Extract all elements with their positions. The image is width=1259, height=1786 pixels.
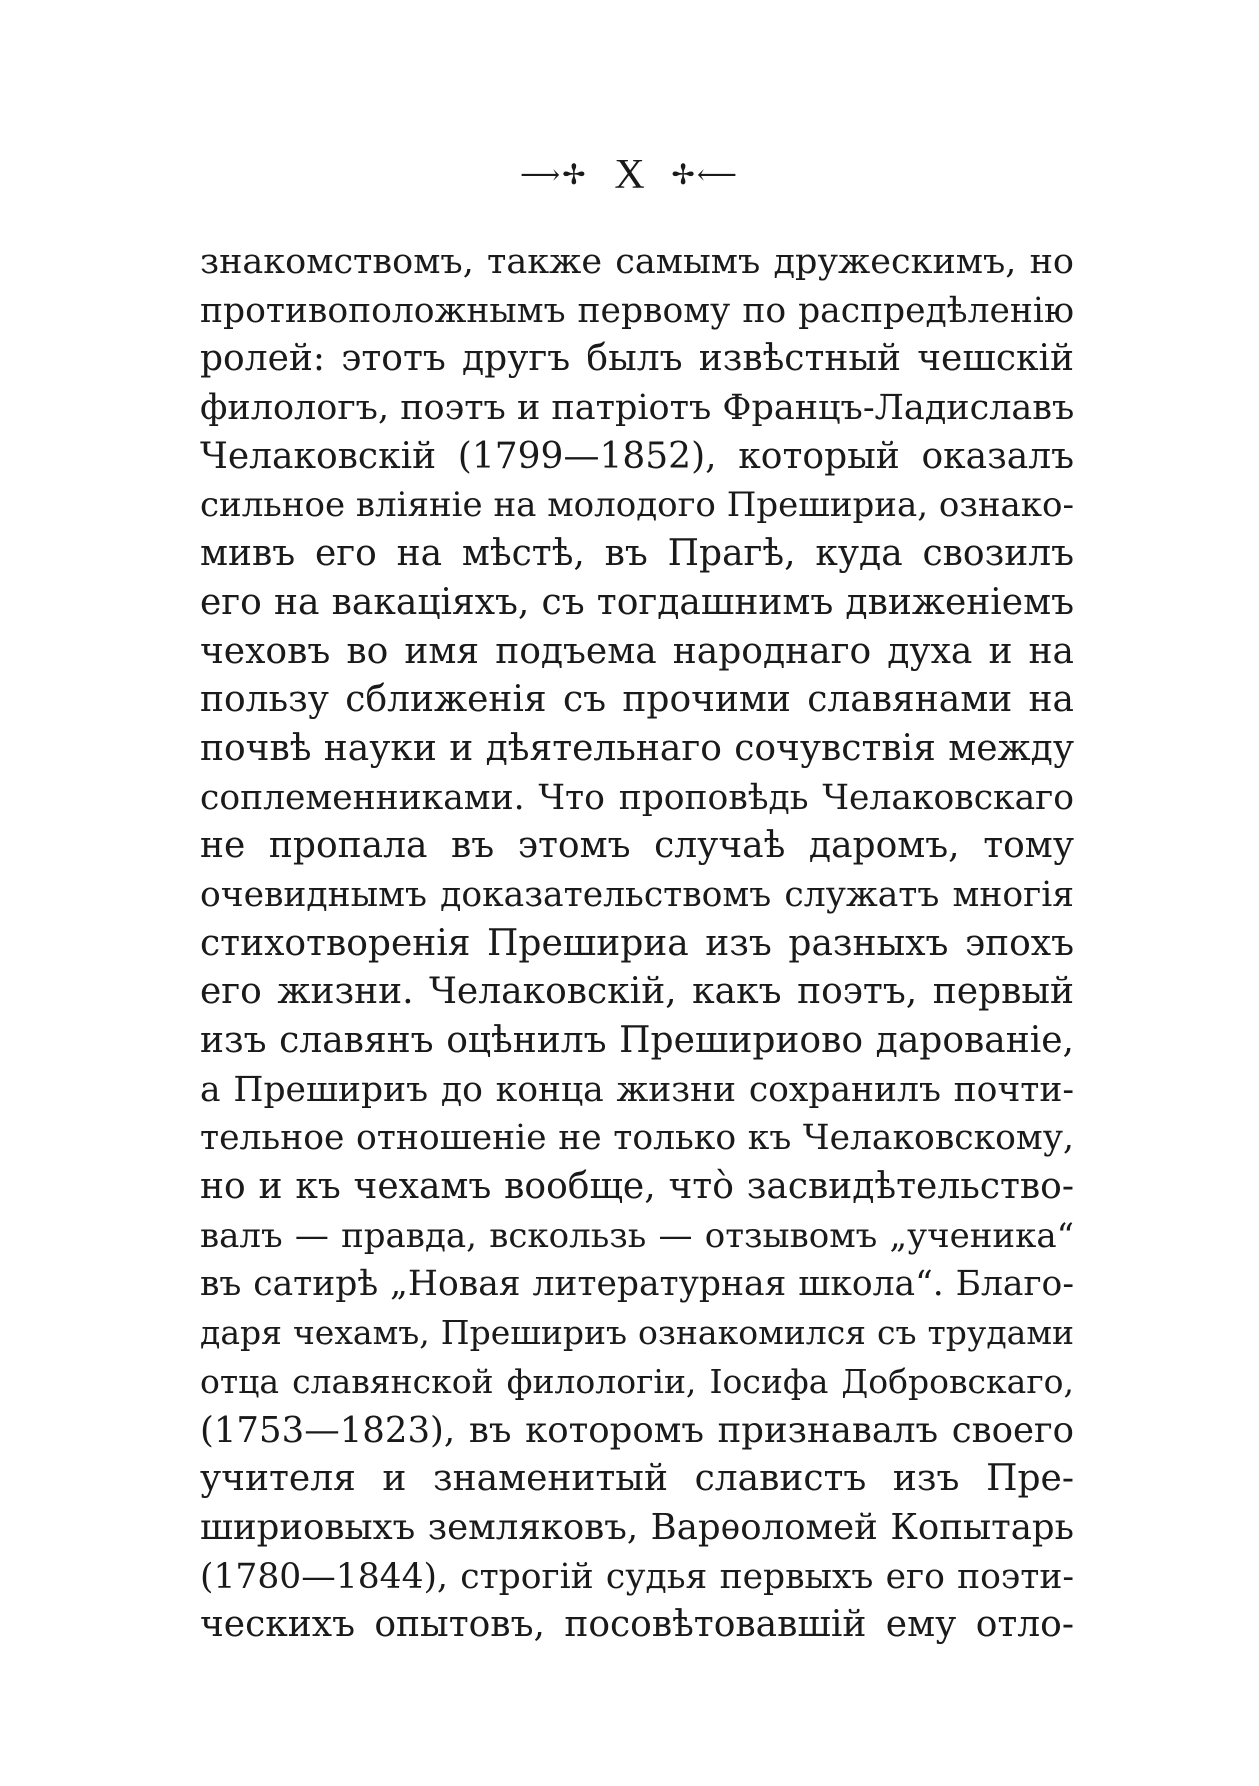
text-line: Челаковскій (1799—1852), который оказалъ: [200, 435, 1074, 477]
header-ornament-right: ✢⟵: [671, 158, 739, 191]
text-line: его жизни. Челаковскій, какъ поэтъ, первый: [200, 971, 1074, 1013]
text-line: въ сатирѣ „Новая литературная школа“. Благо-: [200, 1264, 1074, 1305]
text-line: ческихъ опытовъ, посовѣтовавшій ему отло-: [200, 1604, 1074, 1646]
text-line: почвѣ науки и дѣятельнаго сочувствія между: [200, 727, 1074, 769]
text-line: знакомствомъ, также самымъ дружескимъ, но: [200, 242, 1074, 282]
text-line: даря чехамъ, Прешириъ ознакомился съ трудами: [200, 1313, 1074, 1353]
body-text: [200, 238, 1074, 1650]
text-line: соплеменниками. Что проповѣдь Челаковскаго: [200, 777, 1074, 818]
text-line: противоположнымъ первому по распредѣленію: [200, 290, 1074, 331]
text-line: а Прешириъ до конца жизни сохранилъ почти-: [200, 1069, 1074, 1110]
header-ornament-left: ⟶✢: [520, 158, 588, 191]
text-line: не пропала въ этомъ случаѣ даромъ, тому: [200, 825, 1074, 867]
text-line: его на вакаціяхъ, съ тогдашнимъ движеніемъ: [200, 581, 1074, 623]
text-line: валъ — правда, вскользь — отзывомъ „ученика“: [200, 1215, 1074, 1256]
text-line: (1753—1823), въ которомъ признавалъ своего: [200, 1409, 1074, 1451]
page-number: X: [614, 152, 645, 198]
text-line: отца славянской филологіи, Іосифа Добровскаго,: [200, 1361, 1074, 1401]
text-line: но и къ чехамъ вообще, что̀ засвидѣтельство-: [200, 1166, 1074, 1208]
text-line: сильное вліяніе на молодого Прешириа, ознако-: [200, 485, 1074, 526]
text-line: филологъ, поэтъ и патріотъ Францъ-Ладиславъ: [200, 388, 1075, 429]
page-header: [0, 148, 1259, 199]
text-line: мивъ его на мѣстѣ, въ Прагѣ, куда свозилъ: [200, 533, 1074, 575]
text-line: (1780—1844), строгій судья первыхъ его поэти-: [200, 1556, 1074, 1597]
text-line: шириовыхъ земляковъ, Варѳоломей Копытарь: [200, 1506, 1074, 1548]
text-line: стихотворенія Прешириа изъ разныхъ эпохъ: [200, 922, 1074, 964]
text-line: чеховъ во имя подъема народнаго духа и на: [200, 630, 1074, 672]
text-line: ролей: этотъ другъ былъ извѣстный чешскій: [200, 338, 1074, 380]
text-line: пользу сближенія съ прочими славянами на: [200, 679, 1074, 721]
text-line: учителя и знаменитый славистъ изъ Пре-: [200, 1458, 1074, 1500]
text-line: тельное отношеніе не только къ Челаковскому,: [200, 1118, 1074, 1159]
text-line: изъ славянъ оцѣнилъ Прешириово дарованіе,: [200, 1020, 1074, 1061]
text-line: очевиднымъ доказательствомъ служатъ многія: [200, 874, 1074, 915]
